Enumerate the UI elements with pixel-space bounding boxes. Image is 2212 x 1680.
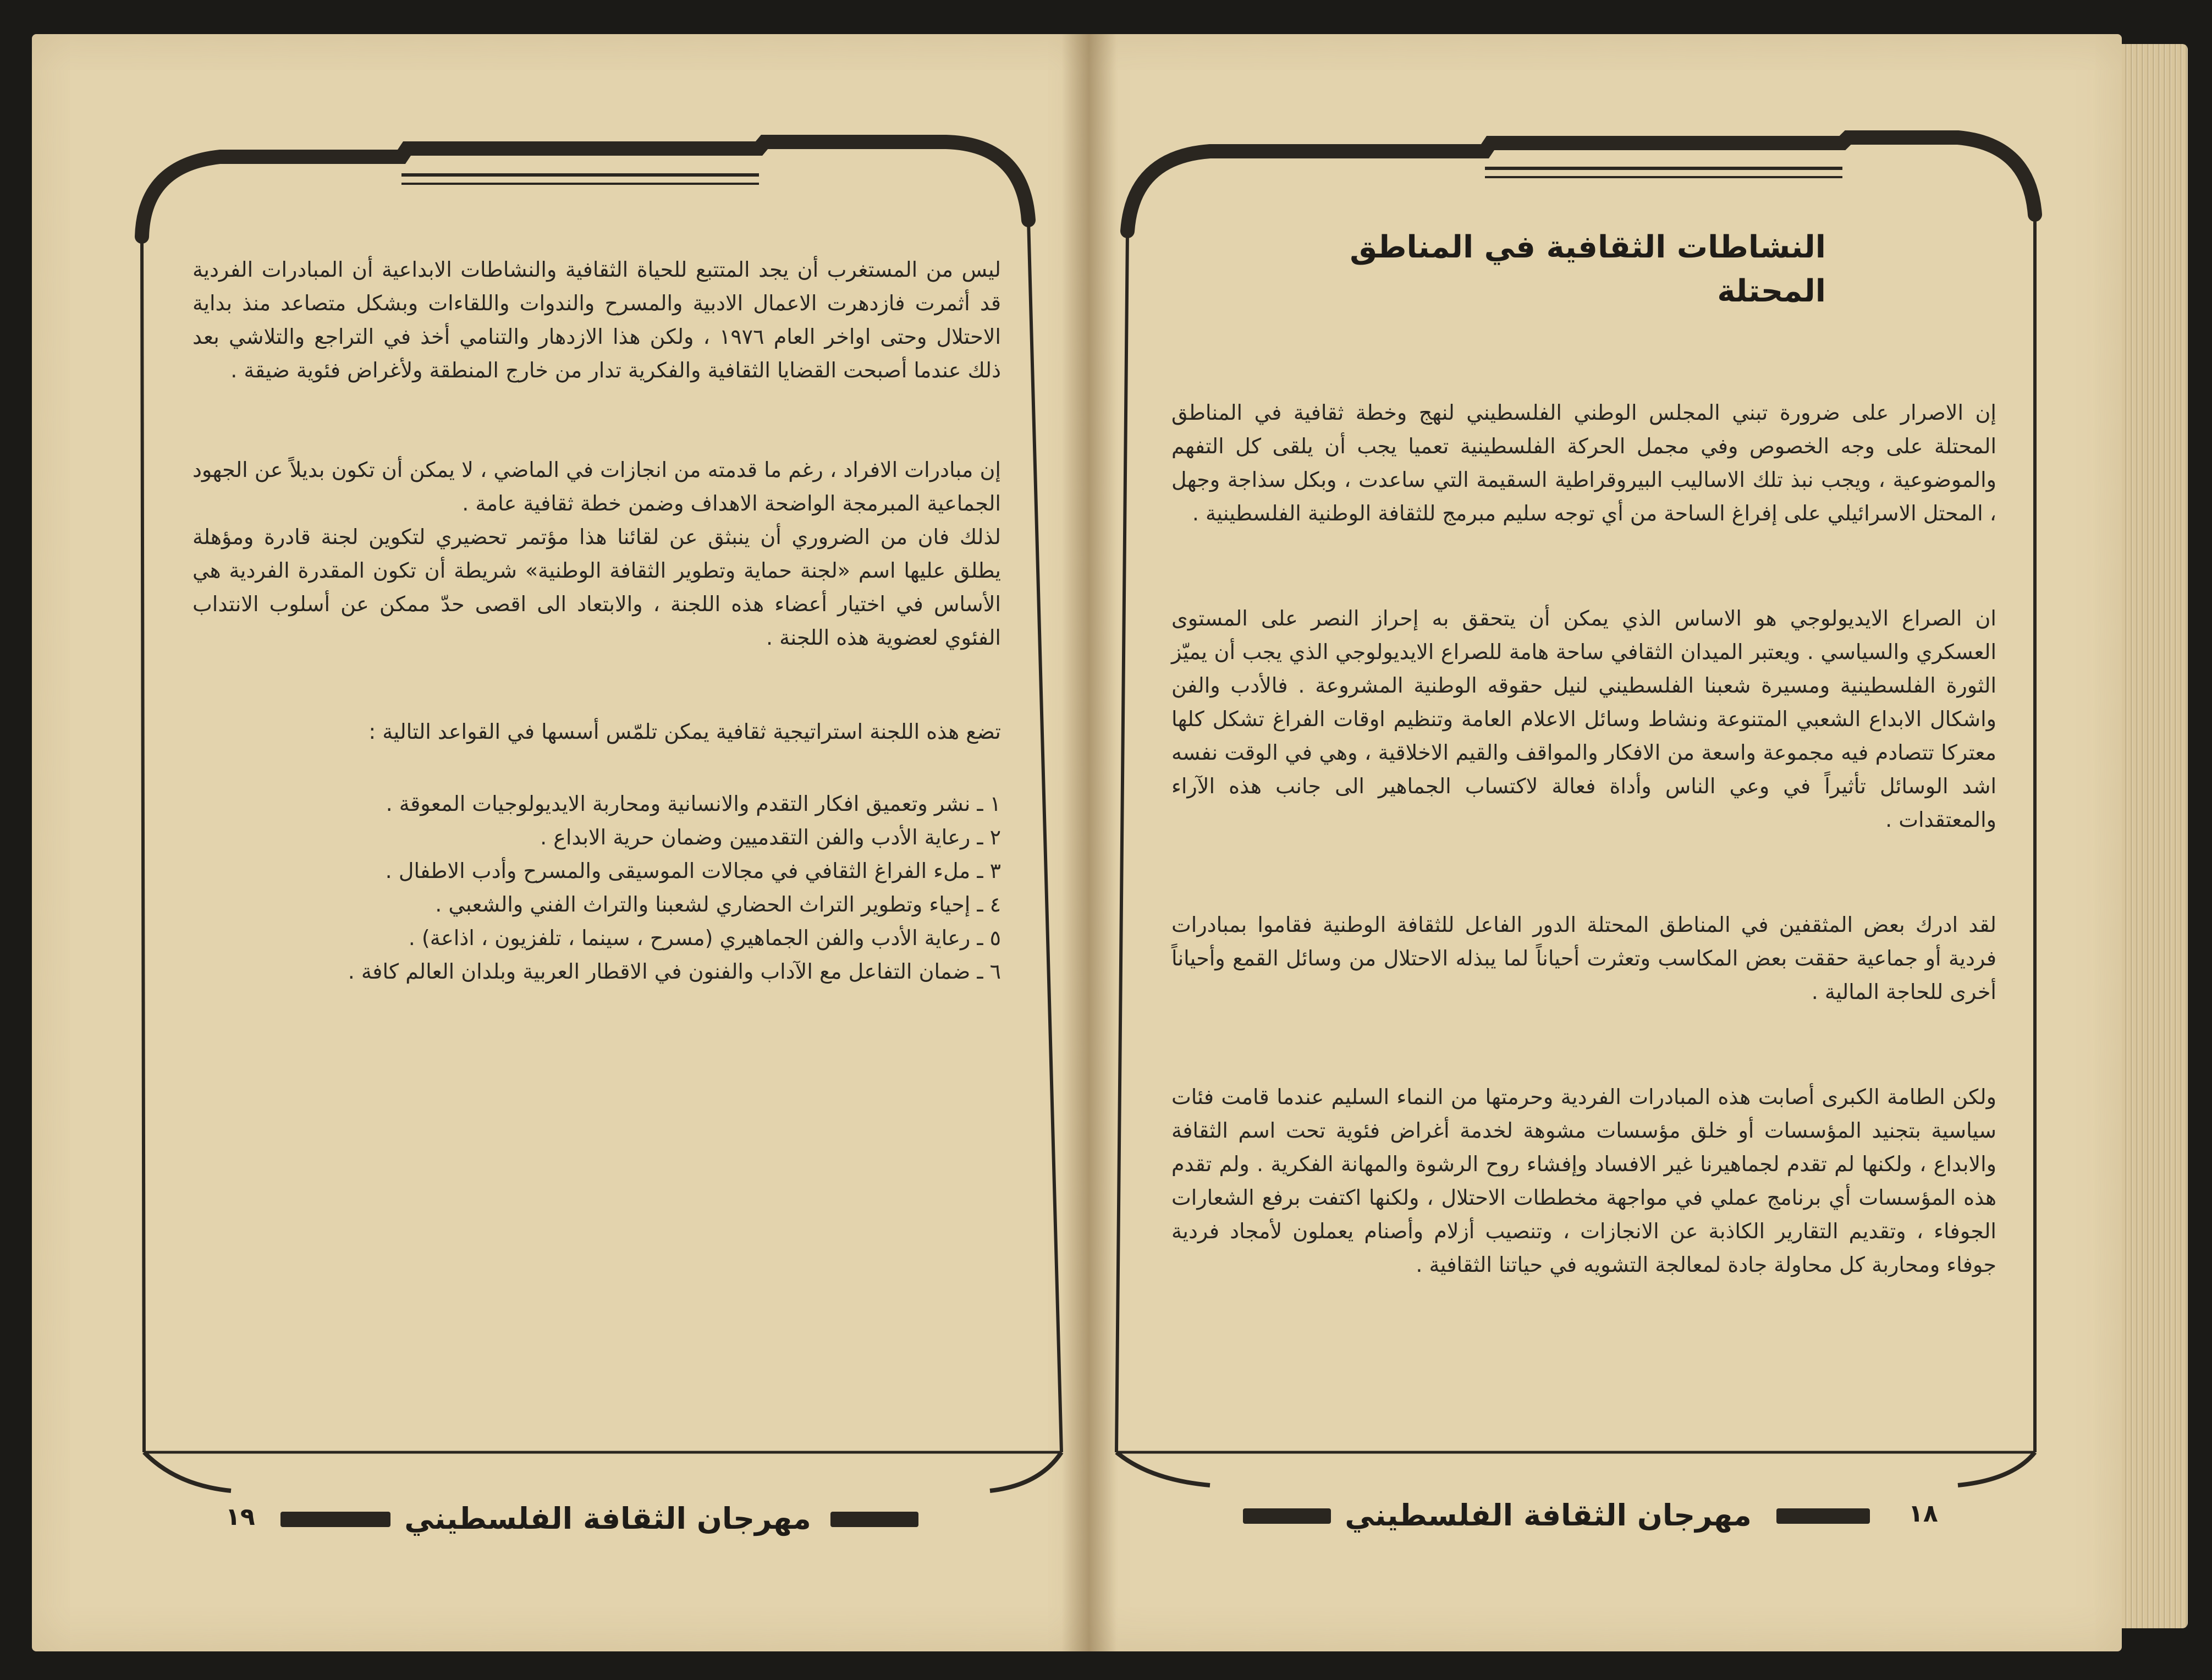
paragraph: لذلك فان من الضروري أن ينبثق عن لقائنا هذا مؤتمر تحضيري لتكوين لجنة قادرة ومؤهلة يطلق عليها اسم «لجنة حماية وتطوير الثقافة الوطنية» شريطة أن تكون المقدرة الفردية هي الأساس في اختيار أعضاء هذه اللجنة ، والابتعاد الى اقصى حدّ ممكن عن أسلوب الانتداب الفئوي لعضوية هذه اللجنة . — [192, 525, 1001, 650]
page-number: ١٨ — [1908, 1500, 1938, 1528]
list-item: ٥ ـ رعاية الأدب والفن الجماهيري (مسرح ، سينما ، تلفزيون ، اذاعة) . — [408, 926, 1001, 950]
paragraph: إن مبادرات الافراد ، رغم ما قدمته من انجازات في الماضي ، لا يمكن أن تكون بديلاً عن الجهود الجماعية المبرمجة الواضحة الاهداف وضمن خطة ثقافية عامة . — [192, 458, 1001, 515]
footer-bar-right — [830, 1512, 918, 1527]
right-page-body — [1171, 396, 1996, 1282]
paragraph: ولكن الطامة الكبرى أصابت هذه المبادرات الفردية وحرمتها من النماء السليم عندما قامت فئات سياسية بتجنيد المؤسسات أو خلق مؤسسات مشوهة لخدمة أغراض فئوية تحت اسم الثقافة والابداع ، ولكنها لم تقدم لجماهيرنا غير الافساد وإفشاء روح الرشوة والمهانة الفكرية . ولم تقدم هذه المؤسسات أي برنامج عملي في مواجهة مخططات الاحتلال ، ولكنها اكتفت برفع الشعارات الجوفاء ، وتقديم التقارير الكاذبة عن الانجازات ، وتنصيب أزلام وأصنام يعملون لأمجاد فردية جوفاء ومحاربة كل محاولة جادة لمعالجة التشويه في حياتنا الثقافية . — [1171, 1085, 1996, 1277]
footer-bar-left — [280, 1512, 390, 1527]
list-item: ١ ـ نشر وتعميق افكار التقدم والانسانية ومحاربة الايديولوجيات المعوقة . — [386, 792, 1001, 816]
page-title: النشاطات الثقافية في المناطق المحتلة — [1350, 229, 1826, 309]
left-page-body — [192, 253, 1001, 989]
footer-bar-left — [1243, 1508, 1331, 1524]
paragraph: ان الصراع الايديولوجي هو الاساس الذي يمكن أن يتحقق به إحراز النصر على المستوى العسكري والسياسي . ويعتبر الميدان الثقافي ساحة هامة للصراع الايديولوجي الذي يجب أن يميّز الثورة الفلسطينية ومسيرة شعبنا الفلسطيني لنيل حقوقه الوطنية المشروعة . فالأدب والفن واشكال الابداع الشعبي المتنوعة ونشاط وسائل الاعلام العامة وتنظيم اوقات الفراغ تشكل كلها معتركا تتصادم فيه مجموعة واسعة من الافكار والمواقف والقيم الاخلاقية ، وهي في الوقت نفسه اشد الوسائل تأثيراً في وعي الناس وأداة فعالة لاكتساب الجماهير الى جانب هذه الآراء والمعتقدات . — [1171, 606, 1996, 832]
list-item: ٦ ـ ضمان التفاعل مع الآداب والفنون في الاقطار العربية وبلدان العالم كافة . — [348, 959, 1001, 984]
paragraph: تضع هذه اللجنة استراتيجية ثقافية يمكن تلمّس أسسها في القواعد التالية : — [368, 720, 1001, 744]
paragraph: إن الاصرار على ضرورة تبني المجلس الوطني الفلسطيني لنهج وخطة ثقافية في المناطق المحتلة على وجه الخصوص وفي مجمل الحركة الفلسطينية تعميا يجب أن يلقى كل التفهم والموضوعية ، ويجب نبذ تلك الاساليب البيروقراطية السقيمة التي ساعدت ، وبكل سذاجة وجهل ، المحتل الاسرائيلي على إفراغ الساحة من أي توجه سليم مبرمج للثقافة الوطنية الفلسطينية . — [1171, 400, 1996, 525]
paragraph: لقد ادرك بعض المثقفين في المناطق المحتلة الدور الفاعل للثقافة الوطنية فقاموا بمبادرات فردية أو جماعية حققت بعض المكاسب وتعثرت أحياناً لما يبذله الاحتلال من وسائل القمع وأحياناً أخرى للحاجة المالية . — [1171, 913, 1996, 1004]
festival-logo-text: مهرجان الثقافة الفلسطيني — [404, 1501, 811, 1536]
festival-logo-text: مهرجان الثقافة الفلسطيني — [1345, 1498, 1752, 1533]
footer-bar-right — [1776, 1508, 1870, 1524]
page-number: ١٩ — [225, 1503, 255, 1531]
list-item: ٢ ـ رعاية الأدب والفن التقدميين وضمان حرية الابداع . — [540, 825, 1001, 849]
list-item: ٣ ـ ملء الفراغ الثقافي في مجالات الموسيقى والمسرح وأدب الاطفال . — [385, 859, 1001, 883]
paragraph: ليس من المستغرب أن يجد المتتبع للحياة الثقافية والنشاطات الابداعية أن المبادرات الفردية قد أثمرت فازدهرت الاعمال الادبية والمسرح والندوات واللقاءات وبشكل متصاعد منذ بداية الاحتلال وحتى اواخر العام ١٩٧٦ ، ولكن هذا الازدهار والتنامي أخذ في التراجع والتلاشي بعد ذلك عندما أصبحت القضايا الثقافية والفكرية تدار من خارج المنطقة ولأغراض فئوية ضيقة . — [192, 257, 1001, 382]
principles-list — [192, 787, 1001, 989]
list-item: ٤ ـ إحياء وتطوير التراث الحضاري لشعبنا والتراث الفني والشعبي . — [435, 892, 1001, 916]
